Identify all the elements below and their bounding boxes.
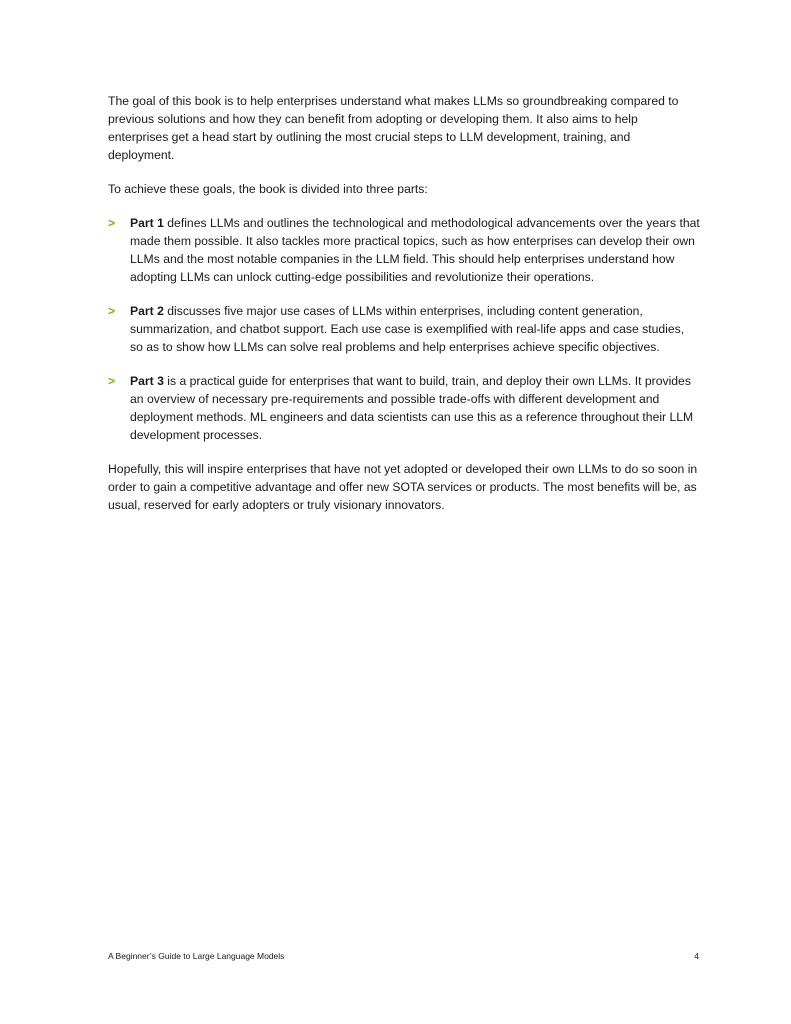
part-description: defines LLMs and outlines the technological and methodological advancements over the years that made them possible. It also tackles more practical topics, such as how enterprises can develop their own LLMs and the most notable companies in the LLM field. This should help enterprises understand how adopting LLMs can unlock cutting-edge possibilities and revolutionize their operations. bbox=[130, 216, 700, 284]
page-number: 4 bbox=[694, 951, 699, 961]
chevron-right-icon: > bbox=[108, 304, 116, 318]
footer-title: A Beginner’s Guide to Large Language Models bbox=[108, 951, 285, 961]
part-description: is a practical guide for enterprises that want to build, train, and deploy their own LLMs. It provides an overview of necessary pre-requirements and possible trade-offs with different development and deployment methods. ML engineers and data scientists can use this as a reference throughout their LLM development processes. bbox=[130, 374, 694, 442]
page-content bbox=[108, 92, 700, 514]
lead-in-paragraph: To achieve these goals, the book is divided into three parts: bbox=[108, 182, 428, 196]
part-label: Part 1 bbox=[130, 216, 164, 230]
chevron-right-icon: > bbox=[108, 374, 116, 388]
page-footer bbox=[108, 951, 699, 961]
list-item bbox=[108, 214, 700, 286]
list-item bbox=[108, 372, 700, 444]
part-label: Part 2 bbox=[130, 304, 164, 318]
intro-paragraph: The goal of this book is to help enterprises understand what makes LLMs so groundbreaking compared to previous solutions and how they can benefit from adopting or developing them. It also aims to help enterprises get a head start by outlining the most crucial steps to LLM development, training, and deployment. bbox=[108, 94, 679, 162]
part-label: Part 3 bbox=[130, 374, 164, 388]
parts-list bbox=[108, 214, 700, 444]
list-item bbox=[108, 302, 700, 356]
chevron-right-icon: > bbox=[108, 216, 116, 230]
closing-paragraph: Hopefully, this will inspire enterprises that have not yet adopted or developed their own LLMs to do so soon in order to gain a competitive advantage and offer new SOTA services or products. The most benefits will be, as usual, reserved for early adopters or truly visionary innovators. bbox=[108, 462, 698, 512]
part-description: discusses five major use cases of LLMs within enterprises, including content generation, summarization, and chatbot support. Each use case is exemplified with real-life apps and case studies, so as to show how LLMs can solve real problems and help enterprises achieve specific objectives. bbox=[130, 304, 685, 354]
